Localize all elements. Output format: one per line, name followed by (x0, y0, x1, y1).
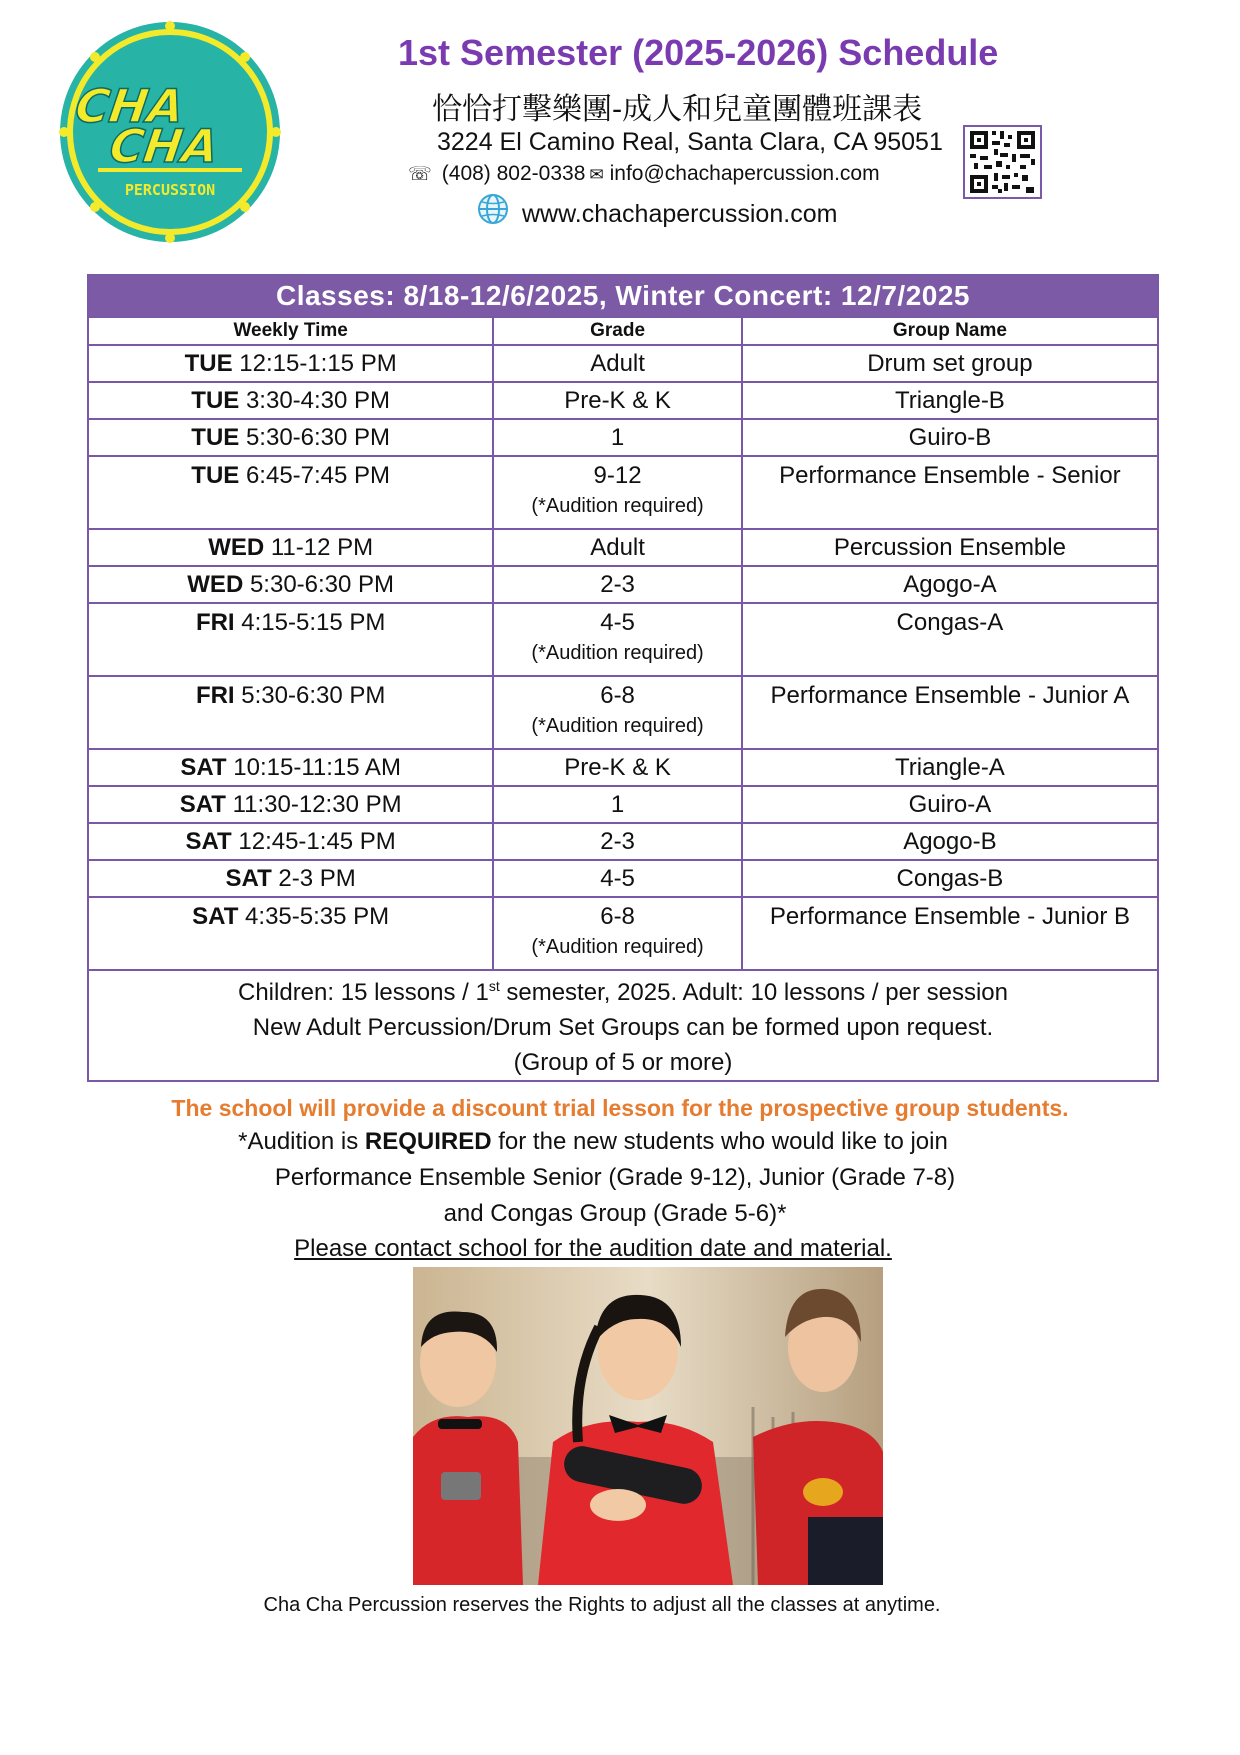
weekly-time-cell: TUE 6:45-7:45 PM (88, 456, 493, 529)
weekly-time-cell: SAT 12:45-1:45 PM (88, 823, 493, 860)
weekly-time-cell: FRI 4:15-5:15 PM (88, 603, 493, 676)
group-name-cell: Performance Ensemble - Senior (742, 456, 1158, 529)
header-group-name: Group Name (742, 317, 1158, 345)
table-row (88, 603, 1158, 676)
group-name-cell: Percussion Ensemble (742, 529, 1158, 566)
header-weekly-time: Weekly Time (88, 317, 493, 345)
lesson-info-cell (88, 970, 1158, 1081)
grade-cell: 4-5 (493, 860, 742, 897)
table-row (88, 676, 1158, 749)
table-row (88, 786, 1158, 823)
cha-cha-percussion-logo (58, 20, 282, 244)
weekly-time-cell: SAT 2-3 PM (88, 860, 493, 897)
website-link[interactable]: www.chachapercussion.com (522, 200, 838, 228)
students-performing-photo (413, 1267, 883, 1585)
audition-note-line1: *Audition is REQUIRED for the new students who would like to join (238, 1128, 948, 1155)
table-row (88, 382, 1158, 419)
table-row (88, 529, 1158, 566)
grade-cell: Adult (493, 529, 742, 566)
svg-text:CHA: CHA (106, 119, 222, 173)
globe-icon (476, 192, 510, 226)
group-name-cell: Triangle-B (742, 382, 1158, 419)
grade-cell: 4-5 (*Audition required) (493, 603, 742, 676)
table-row (88, 860, 1158, 897)
group-name-cell: Agogo-B (742, 823, 1158, 860)
group-size-line: (Group of 5 or more) (513, 1049, 733, 1076)
table-footer-row (88, 970, 1158, 1081)
trial-lesson-promo: The school will provide a discount trial lesson for the prospective group students. (171, 1095, 1069, 1121)
header-grade: Grade (493, 317, 742, 345)
phone-icon: ☏ (408, 163, 432, 185)
svg-text:CHA: CHA (72, 79, 188, 133)
contact-line (408, 162, 880, 186)
group-name-cell: Performance Ensemble - Junior B (742, 897, 1158, 970)
weekly-time-cell: SAT 10:15-11:15 AM (88, 749, 493, 786)
group-name-cell: Congas-B (742, 860, 1158, 897)
audition-note-line2: Performance Ensemble Senior (Grade 9-12), Junior (Grade 7-8) (274, 1164, 956, 1191)
qr-code (963, 125, 1042, 199)
audition-required-note: (*Audition required) (531, 642, 704, 664)
grade-cell: 1 (493, 786, 742, 823)
weekly-time-cell: FRI 5:30-6:30 PM (88, 676, 493, 749)
audition-required-note: (*Audition required) (531, 936, 704, 958)
email-address[interactable]: info@chachapercussion.com (609, 162, 880, 185)
schedule-table (87, 274, 1159, 1082)
group-name-cell: Performance Ensemble - Junior A (742, 676, 1158, 749)
grade-cell: Pre-K & K (493, 749, 742, 786)
table-row (88, 456, 1158, 529)
grade-cell: 2-3 (493, 566, 742, 603)
grade-cell: Pre-K & K (493, 382, 742, 419)
schedule-banner: Classes: 8/18-12/6/2025, Winter Concert: 12/7/2025 (88, 275, 1158, 317)
email-icon: ✉ (589, 165, 604, 185)
svg-text:PERCUSSION: PERCUSSION (124, 181, 216, 199)
phone-number[interactable]: (408) 802-0338 (441, 162, 586, 185)
grade-cell: 1 (493, 419, 742, 456)
chinese-subtitle: 恰恰打擊樂團-成人和兒童團體班課表 (432, 92, 923, 127)
audition-required-note: (*Audition required) (531, 495, 704, 517)
table-row (88, 419, 1158, 456)
group-name-cell: Drum set group (742, 345, 1158, 382)
audition-note-line3: and Congas Group (Grade 5-6)* (443, 1200, 787, 1227)
weekly-time-cell: SAT 11:30-12:30 PM (88, 786, 493, 823)
group-name-cell: Agogo-A (742, 566, 1158, 603)
grade-cell: Adult (493, 345, 742, 382)
page-title: 1st Semester (2025-2026) Schedule (398, 32, 999, 73)
weekly-time-cell: WED 11-12 PM (88, 529, 493, 566)
weekly-time-cell: WED 5:30-6:30 PM (88, 566, 493, 603)
lesson-count-line: Children: 15 lessons / 1st semester, 2025. Adult: 10 lessons / per session (238, 978, 1008, 1006)
grade-cell: 6-8 (*Audition required) (493, 676, 742, 749)
audition-required-note: (*Audition required) (531, 715, 704, 737)
table-row (88, 823, 1158, 860)
grade-cell: 6-8 (*Audition required) (493, 897, 742, 970)
adult-groups-line: New Adult Percussion/Drum Set Groups can be formed upon request. (252, 1014, 994, 1041)
weekly-time-cell: TUE 3:30-4:30 PM (88, 382, 493, 419)
audition-contact-note: Please contact school for the audition date and material. (294, 1235, 892, 1262)
grade-cell: 2-3 (493, 823, 742, 860)
group-name-cell: Guiro-A (742, 786, 1158, 823)
table-row (88, 897, 1158, 970)
rights-disclaimer: Cha Cha Percussion reserves the Rights to adjust all the classes at anytime. (263, 1594, 941, 1616)
group-name-cell: Congas-A (742, 603, 1158, 676)
group-name-cell: Triangle-A (742, 749, 1158, 786)
website-line (522, 200, 837, 229)
weekly-time-cell: TUE 12:15-1:15 PM (88, 345, 493, 382)
table-row (88, 749, 1158, 786)
school-address: 3224 El Camino Real, Santa Clara, CA 95051 (437, 128, 943, 156)
group-name-cell: Guiro-B (742, 419, 1158, 456)
grade-cell: 9-12 (*Audition required) (493, 456, 742, 529)
table-row (88, 566, 1158, 603)
weekly-time-cell: SAT 4:35-5:35 PM (88, 897, 493, 970)
table-row (88, 345, 1158, 382)
weekly-time-cell: TUE 5:30-6:30 PM (88, 419, 493, 456)
